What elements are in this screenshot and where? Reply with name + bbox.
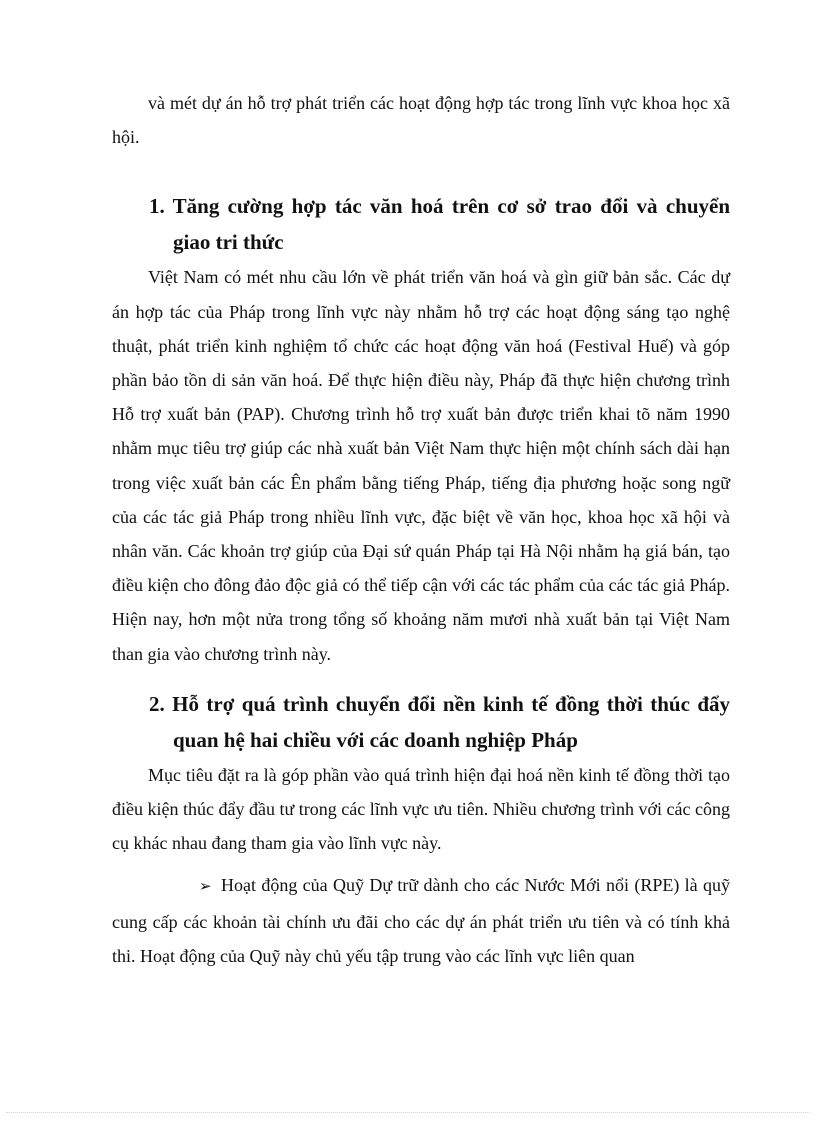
intro-paragraph: và mét dự án hỗ trợ phát triển các hoạt động hợp tác trong lĩnh vực khoa học xã hội.: [112, 93, 730, 148]
page-bottom-divider: [6, 1112, 810, 1113]
section-heading-2: 2. Hỗ trợ quá trình chuyển đổi nền kinh tế đồng thời thúc đẩy quan hệ hai chiều với các doanh nghiệp Pháp: [149, 691, 730, 752]
section-heading-1: 1. Tăng cường hợp tác văn hoá trên cơ sở trao đổi và chuyển giao tri thức: [149, 194, 730, 255]
bullet-text: Hoạt động của Quỹ Dự trữ dành cho các Nước Mới nổi (RPE) là quỹ cung cấp các khoản tài chính ưu đãi cho các dự án phát triển ưu tiên và có tính khả thi. Hoạt động của Quỹ này chủ yếu tập trung vào các lĩnh vực liên quan: [112, 875, 730, 966]
document-page: [112, 86, 730, 973]
bullet-paragraph: [112, 868, 730, 973]
section-1-paragraph: Việt Nam có mét nhu cầu lớn về phát triển văn hoá và gìn giữ bản sắc. Các dự án hợp tác của Pháp trong lĩnh vực này nhằm hỗ trợ các hoạt động sáng tạo nghệ thuật, phát triển kinh nghiệm tổ chức các hoạt động văn hoá (Festival Huế) và góp phần bảo tồn di sản văn hoá. Để thực hiện điều này, Pháp đã thực hiện chương trình Hỗ trợ xuất bản (PAP). Chương trình hỗ trợ xuất bản được triển khai tõ năm 1990 nhằm mục tiêu trợ giúp các nhà xuất bản Việt Nam thực hiện một chính sách dài hạn trong việc xuất bản các Ên phẩm bằng tiếng Pháp, tiếng địa phương hoặc song ngữ của các tác giả Pháp trong nhiều lĩnh vực, đặc biệt về văn học, khoa học xã hội và nhân văn. Các khoản trợ giúp của Đại sứ quán Pháp tại Hà Nội nhằm hạ giá bán, tạo điều kiện cho đông đảo độc giả có thể tiếp cận với các tác phẩm của các tác giả Pháp. Hiện nay, hơn một nửa trong tổng số khoảng năm mươi nhà xuất bản tại Việt Nam than gia vào chương trình này.: [112, 267, 730, 664]
arrow-bullet-icon: ➢: [199, 879, 212, 896]
section-2-paragraph: Mục tiêu đặt ra là góp phần vào quá trình hiện đại hoá nền kinh tế đồng thời tạo điều kiện thúc đẩy đầu tư trong các lĩnh vực ưu tiên. Nhiều chương trình với các công cụ khác nhau đang tham gia vào lĩnh vực này.: [112, 764, 730, 854]
